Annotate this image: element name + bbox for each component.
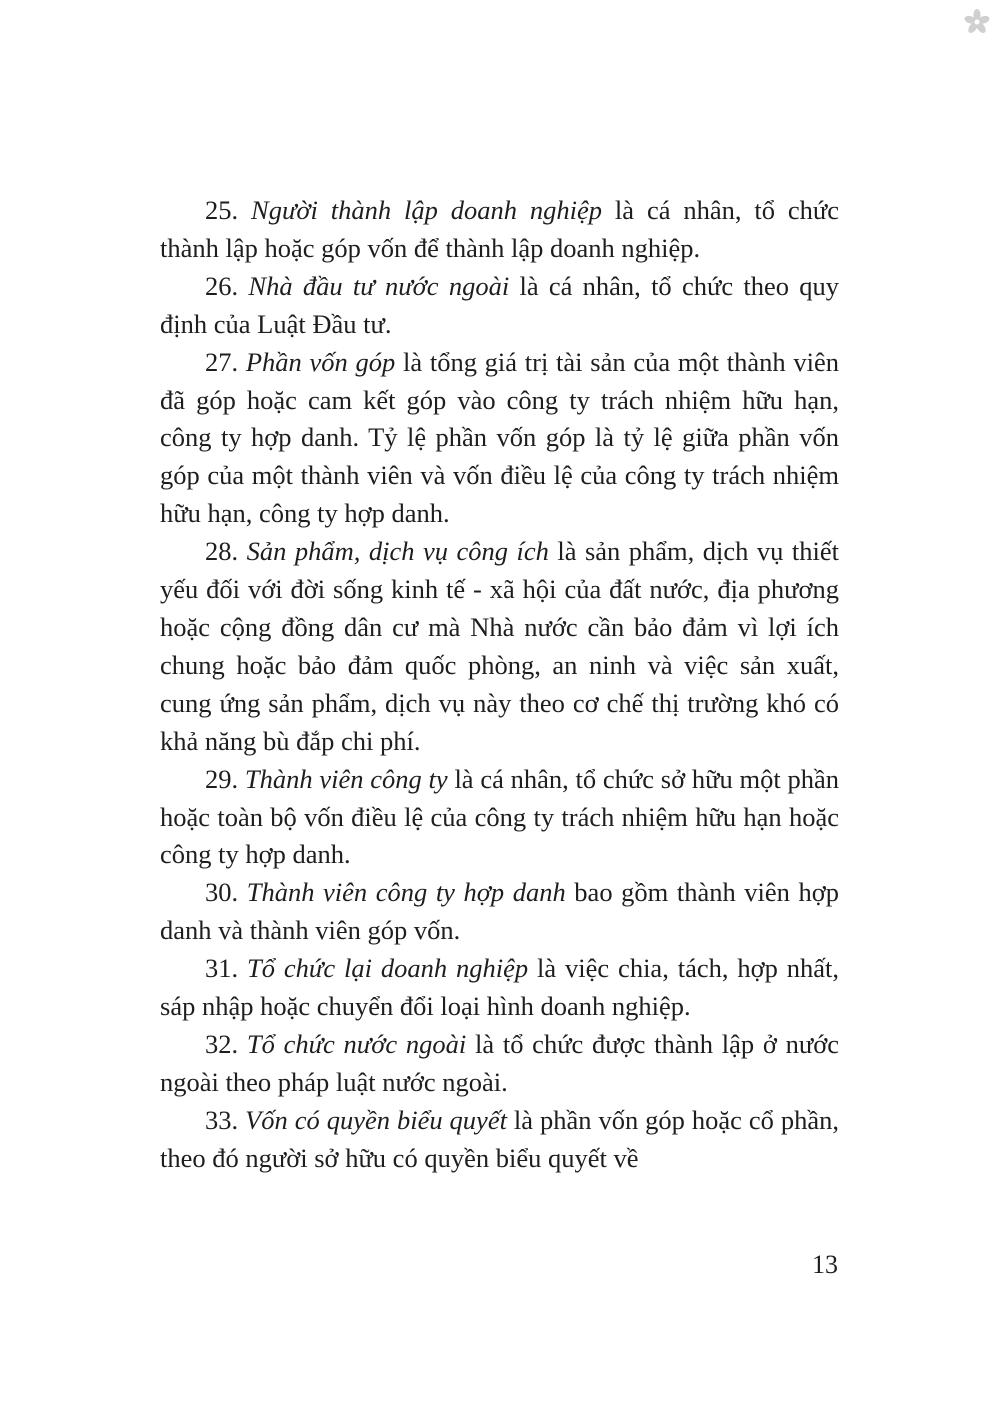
defined-term: Tổ chức nước ngoài	[246, 1028, 467, 1059]
item-number: 25.	[205, 195, 239, 225]
definition-paragraph	[160, 874, 839, 950]
defined-term: Sản phẩm, dịch vụ công ích	[246, 536, 549, 567]
definition-paragraph	[160, 761, 839, 875]
defined-term: Thành viên công ty	[244, 763, 448, 794]
definition-text: là cá nhân, tổ chức thành lập hoặc góp vốn để thành lập doanh nghiệp.	[160, 195, 840, 263]
defined-term: Vốn có quyền biểu quyết	[245, 1104, 507, 1135]
definition-text: là tổng giá trị tài sản của một thành viên đã góp hoặc cam kết góp vào công ty trách nhiệm hữu hạn, công ty hợp danh. Tỷ lệ phần vốn góp là tỷ lệ giữa phần vốn góp của một thành viên và vốn điều lệ của công ty trách nhiệm hữu hạn, công ty hợp danh.	[160, 346, 839, 529]
defined-term: Phần vốn góp	[245, 346, 396, 377]
item-number: 27.	[205, 346, 239, 377]
item-number: 31.	[205, 953, 239, 984]
definition-paragraph	[160, 192, 839, 268]
item-number: 26.	[205, 270, 239, 301]
definition-paragraph	[160, 344, 839, 534]
page-number: 13	[812, 1250, 838, 1279]
definition-text: bao gồm thành viên hợp danh và thành viên góp vốn.	[160, 877, 839, 946]
definition-text: là tổ chức được thành lập ở nước ngoài theo pháp luật nước ngoài.	[160, 1028, 840, 1097]
defined-term: Nhà đầu tư nước ngoài	[248, 270, 510, 301]
definition-paragraph	[160, 950, 839, 1026]
page-body	[160, 192, 839, 1178]
definition-paragraph	[160, 268, 839, 344]
definition-paragraph	[160, 1026, 839, 1102]
item-number: 28.	[205, 536, 239, 567]
definition-paragraph	[160, 533, 839, 760]
corner-watermark	[963, 8, 991, 36]
item-number: 32.	[205, 1028, 239, 1059]
defined-term: Người thành lập doanh nghiệp	[251, 195, 603, 225]
definition-paragraph	[160, 1102, 839, 1178]
item-number: 30.	[205, 877, 239, 908]
item-number: 33.	[205, 1104, 239, 1135]
definition-text: là việc chia, tách, hợp nhất, sáp nhập hoặc chuyển đổi loại hình doanh nghiệp.	[160, 953, 840, 1022]
item-number: 29.	[205, 763, 239, 794]
flower-watermark-icon	[963, 8, 991, 36]
definition-text: là cá nhân, tổ chức theo quy định của Luật Đầu tư.	[160, 270, 839, 339]
definition-text: là cá nhân, tổ chức sở hữu một phần hoặc toàn bộ vốn điều lệ của công ty trách nhiệm hữu hạn hoặc công ty hợp danh.	[160, 763, 839, 870]
defined-term: Thành viên công ty hợp danh	[246, 877, 566, 908]
defined-term: Tổ chức lại doanh nghiệp	[247, 953, 529, 984]
definition-text: là phần vốn góp hoặc cổ phần, theo đó người sở hữu có quyền biểu quyết về	[160, 1104, 840, 1173]
definition-text: là sản phẩm, dịch vụ thiết yếu đối với đời sống kinh tế - xã hội của đất nước, địa phương hoặc cộng đồng dân cư mà Nhà nước cần bảo đảm vì lợi ích chung hoặc bảo đảm quốc phòng, an ninh và việc sản xuất, cung ứng sản phẩm, dịch vụ này theo cơ chế thị trường khó có khả năng bù đắp chi phí.	[160, 536, 839, 756]
